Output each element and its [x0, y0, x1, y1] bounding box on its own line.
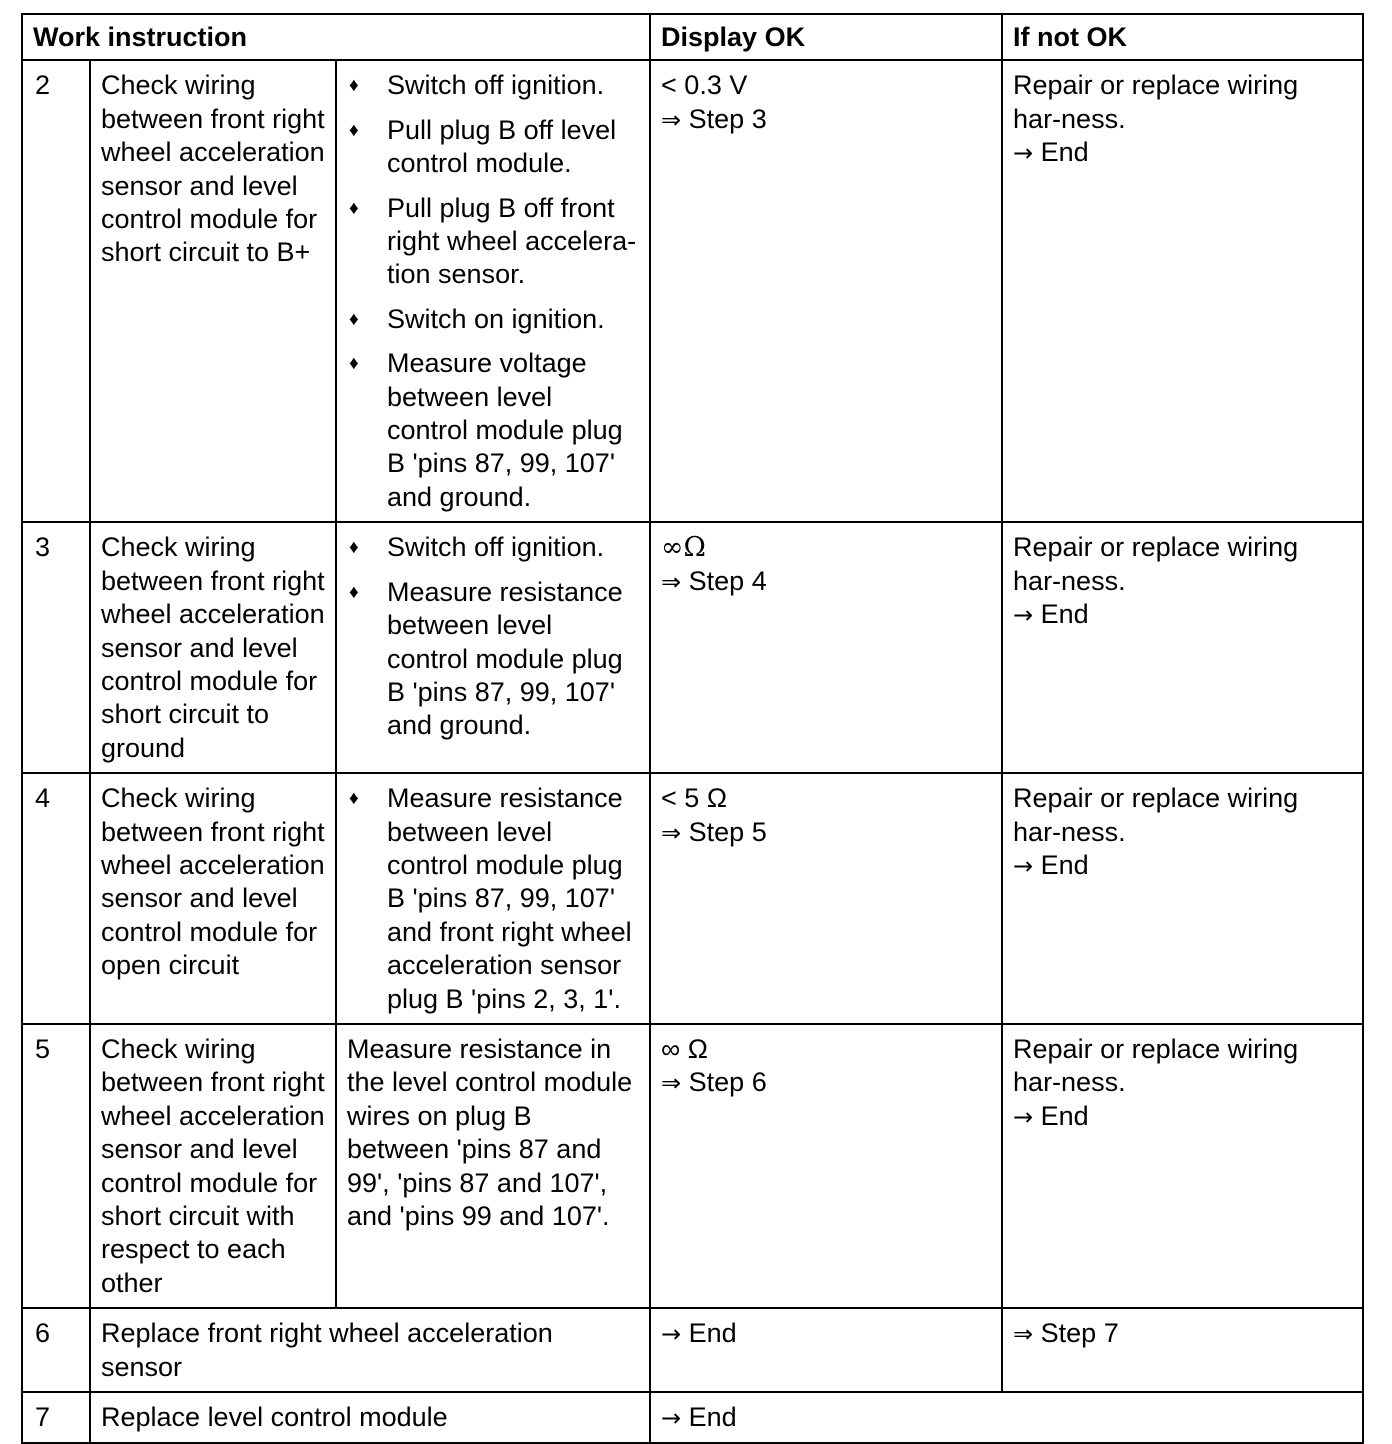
next-step: Step 5 [688, 816, 767, 847]
if-not-ok-cell [1002, 522, 1363, 773]
double-arrow-icon: ⇒ [1013, 1320, 1034, 1349]
work-instruction-table [21, 13, 1364, 1444]
action-list-cell [336, 773, 650, 1024]
double-arrow-icon: ⇒ [661, 1069, 682, 1098]
list-item: ♦ Measure voltage between level control module plug B 'pins 87, 99, 107' and ground. [347, 347, 640, 514]
fail-text: Repair or replace wiring har-ness. [1013, 532, 1299, 596]
action-list-cell [336, 60, 650, 522]
header-if-not-ok: If not OK [1002, 14, 1363, 60]
double-arrow-icon: ⇒ [661, 105, 682, 134]
next-step: Step 3 [688, 103, 767, 134]
display-ok-cell [650, 1024, 1002, 1308]
fail-text: Repair or replace wiring har-ness. [1013, 1033, 1299, 1098]
if-not-ok-cell [1002, 773, 1363, 1024]
table-row [22, 522, 1363, 773]
arrow-icon: → [1013, 1102, 1034, 1131]
check-description: Check wiring between front right wheel acceleration sensor and level control module for open circuit [90, 773, 336, 1024]
list-item: ♦ Measure resistance between level control module plug B 'pins 87, 99, 107' and ground. [347, 576, 640, 743]
fail-text: Repair or replace wiring har-ness. [1013, 783, 1299, 847]
list-item: ♦ Pull plug B off level control module. [347, 114, 640, 181]
action-list [347, 69, 640, 514]
table-row [22, 60, 1363, 522]
instruction-text: Replace front right wheel acceleration sensor [90, 1308, 650, 1392]
step-number: 7 [22, 1392, 90, 1443]
fail-next: End [1040, 599, 1089, 630]
next-step: End [688, 1402, 737, 1433]
table-row [22, 1308, 1363, 1392]
display-ok-cell [650, 60, 1002, 522]
step-number: 2 [22, 60, 90, 522]
arrow-icon: → [1013, 851, 1034, 880]
if-not-ok-cell [1002, 1024, 1363, 1308]
step-number: 4 [22, 773, 90, 1024]
step-number: 6 [22, 1308, 90, 1392]
table-row [22, 1392, 1363, 1443]
double-arrow-icon: ⇒ [661, 567, 682, 596]
display-value: ∞Ω [661, 532, 706, 564]
fail-next: End [1040, 137, 1089, 168]
check-description: Check wiring between front right wheel acceleration sensor and level control module for short circuit to ground [90, 522, 336, 773]
header-work-instruction: Work instruction [22, 14, 650, 60]
table-row [22, 1024, 1363, 1308]
list-item: ♦ Switch on ignition. [347, 303, 640, 336]
action-list-cell [336, 522, 650, 773]
list-item: ♦ Pull plug B off front right wheel accelera-tion sensor. [347, 192, 640, 292]
next-step: Step 4 [688, 565, 767, 596]
list-item: ♦ Switch off ignition. [347, 531, 640, 564]
list-item: ♦ Measure resistance between level control module plug B 'pins 87, 99, 107' and front right wheel acceleration sensor plug B 'pins 2, 3, 1'. [347, 782, 640, 1016]
action-list [347, 531, 640, 742]
fail-next: End [1040, 1100, 1089, 1131]
header-display-ok: Display OK [650, 14, 1002, 60]
next-step: Step 6 [688, 1067, 767, 1098]
step-number: 5 [22, 1024, 90, 1308]
display-value: ∞ Ω [661, 1033, 708, 1064]
check-description: Check wiring between front right wheel acceleration sensor and level control module for short circuit with respect to each other [90, 1024, 336, 1308]
action-list [347, 782, 640, 1016]
fail-text: Repair or replace wiring har-ness. [1013, 70, 1299, 134]
measure-instruction: Measure resistance in the level control module wires on plug B between 'pins 87 and 99', 'pins 87 and 107', and 'pins 99 and 107'. [336, 1024, 650, 1308]
if-not-ok-cell [1002, 60, 1363, 522]
arrow-icon: → [1013, 601, 1034, 630]
double-arrow-icon: ⇒ [661, 818, 682, 847]
display-ok-cell [650, 1392, 1363, 1443]
fail-next: Step 7 [1040, 1318, 1119, 1349]
step-number: 3 [22, 522, 90, 773]
next-step: End [688, 1318, 737, 1349]
display-ok-cell [650, 773, 1002, 1024]
check-description: Check wiring between front right wheel acceleration sensor and level control module for short circuit to B+ [90, 60, 336, 522]
if-not-ok-cell [1002, 1308, 1363, 1392]
display-value: < 0.3 V [661, 70, 748, 101]
arrow-icon: → [661, 1320, 682, 1349]
list-item: ♦ Switch off ignition. [347, 69, 640, 102]
fail-next: End [1040, 849, 1089, 880]
table-header-row [22, 14, 1363, 60]
display-ok-cell [650, 1308, 1002, 1392]
table-row [22, 773, 1363, 1024]
arrow-icon: → [1013, 139, 1034, 168]
display-ok-cell [650, 522, 1002, 773]
arrow-icon: → [661, 1404, 682, 1433]
display-value: < 5 Ω [661, 783, 728, 814]
instruction-text: Replace level control module [90, 1392, 650, 1443]
